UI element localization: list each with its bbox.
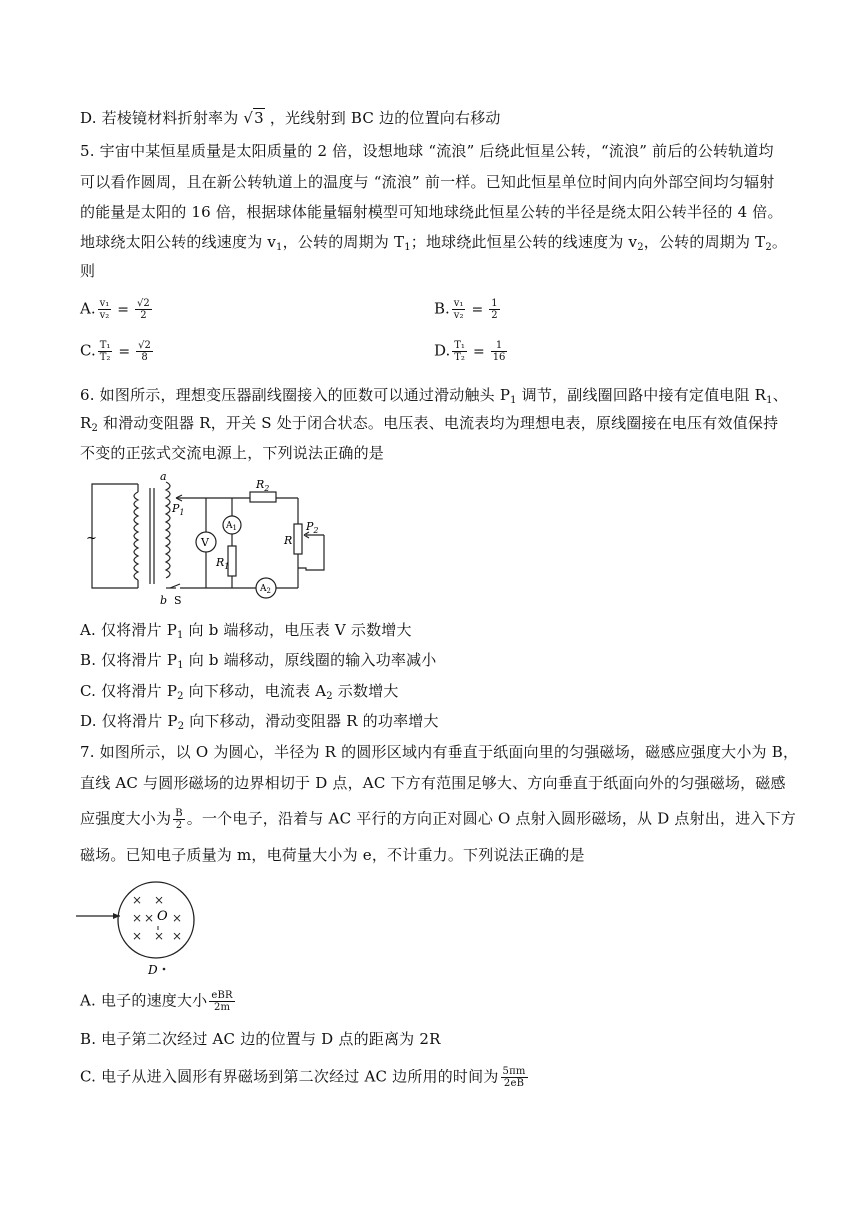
circular-magnetic-field-diagram — [74, 878, 224, 978]
q6-option-c[interactable]: C. 仅将滑片 $P_2$ 向下移动，电流表 $A_2$ 示数增大 — [80, 682, 399, 702]
svg-text:O: O — [157, 909, 168, 924]
q6-option-d[interactable]: D. 仅将滑片 $P_2$ 向下移动，滑动变阻器 R 的功率增大 — [80, 712, 439, 732]
svg-text:×: × — [154, 929, 165, 943]
svg-text:R1: $R_1$ — [216, 556, 230, 571]
svg-text:A2: $A_2$ — [260, 584, 271, 595]
svg-text:R2: $R_2$ — [256, 478, 270, 493]
q7-option-b[interactable]: B. 电子第二次经过 AC 边的位置与 D 点的距离为 2R — [80, 1030, 441, 1048]
q5-line-1: 5. 宇宙中某恒星质量是太阳质量的 2 倍，设想地球 “流浪” 后绕此恒星公转，“流浪” 前后的公转轨道均 — [80, 142, 774, 160]
q6-line-1: 6. 如图所示，理想变压器副线圈接入的匝数可以通过滑动触头 $P_1$ 调节，副线圈回路中接有定值电阻 $R_1$、 — [80, 386, 788, 406]
q7-line-2: 直线 AC 与圆形磁场的边界相切于 D 点，AC 下方有范围足够大、方向垂直于纸面向外的匀强磁场，磁感 — [80, 774, 786, 792]
q7-line-4: 磁场。已知电子质量为 m，电荷量大小为 e，不计重力。下列说法正确的是 — [80, 846, 585, 864]
svg-text:P2: $P_2$ — [306, 520, 319, 535]
svg-text:A1: $A_1$ — [226, 521, 237, 532]
svg-text:×: × — [172, 929, 183, 943]
q6-option-b[interactable]: B. 仅将滑片 $P_1$ 向 b 端移动，原线圈的输入功率减小 — [80, 651, 437, 671]
q7-line-1: 7. 如图所示，以 O 为圆心，半径为 R 的圆形区域内有垂直于纸面向里的匀强磁场，磁感应强度大小为 B， — [80, 743, 799, 761]
svg-text:b: b — [160, 594, 168, 607]
q5-line-4: 地球绕太阳公转的线速度为 $v_1$，公转的周期为 $T_1$；地球绕此恒星公转的线速度为 $v_2$，公转的周期为 $T_2$。 — [80, 233, 788, 253]
sqrt-three: √3 — [243, 109, 264, 127]
transformer-circuit-diagram — [80, 470, 340, 610]
svg-text:S: S — [174, 594, 182, 607]
svg-text:×: × — [132, 929, 143, 943]
svg-text:D: D — [148, 963, 158, 977]
svg-text:R: R — [284, 534, 293, 547]
q5-line-3: 的能量是太阳的 16 倍，根据球体能量辐射模型可知地球绕此恒星公转的半径是绕太阳公转半径的 4 倍。 — [80, 203, 783, 221]
q5-option-a[interactable]: A. $\frac{\text{v₁}}{\text{v₂}}$ = $\frac{√2}{2}$ — [80, 298, 150, 321]
q6-line-3: 不变的正弦式交流电源上，下列说法正确的是 — [80, 444, 385, 462]
svg-text:×: × — [144, 911, 155, 925]
q4-option-d-text: D. 若棱镜材料折射率为 — [80, 109, 239, 127]
svg-text:P1: $P_1$ — [172, 502, 185, 517]
q6-line-2: $R_2$ 和滑动变阻器 R，开关 S 处于闭合状态。电压表、电流表均为理想电表，原线圈接在电压有效值保持 — [80, 414, 779, 434]
q4-option-d — [80, 108, 501, 128]
q4-option-d-suffix: ，光线射到 BC 边的位置向右移动 — [269, 109, 501, 127]
svg-text:a: a — [160, 470, 167, 483]
svg-text:×: × — [132, 893, 143, 907]
q6-option-a[interactable]: A. 仅将滑片 $P_1$ 向 b 端移动，电压表 V 示数增大 — [80, 621, 412, 641]
q5-line-5: 则 — [80, 262, 96, 280]
svg-text:×: × — [172, 911, 183, 925]
q5-option-d[interactable]: D. $\frac{\text{T₁}}{\text{T₂}}$ = $\frac{1}{16}$ — [434, 340, 506, 363]
q7-option-c[interactable]: C. 电子从进入圆形有界磁场到第二次经过 AC 边所用的时间为 $\frac{5\pi m}{2eB}$ — [80, 1066, 526, 1089]
q7-line-3: 应强度大小为 $\frac{B}{2}$ 。一个电子，沿着与 AC 平行的方向正对圆心 O 点射入圆形磁场，从 D 点射出，进入下方 — [80, 808, 797, 831]
svg-text:V: V — [201, 536, 209, 549]
q5-option-b[interactable]: B. $\frac{\text{v₁}}{\text{v₂}}$ = $\frac{1}{2}$ — [434, 298, 498, 321]
q5-line-2: 可以看作圆周，且在新公转轨道上的温度与 “流浪” 前一样。已知此恒星单位时间内向外部空间均匀辐射 — [80, 173, 775, 191]
q7-option-a[interactable]: A. 电子的速度大小 $\frac{\text{eBR}}{2m}$ — [80, 990, 233, 1013]
ac-source-icon: ~ — [86, 531, 97, 546]
q5-option-c[interactable]: C. $\frac{\text{T₁}}{\text{T₂}}$ = $\frac{√2}{8}$ — [80, 340, 151, 363]
svg-text:×: × — [132, 911, 143, 925]
svg-text:×: × — [154, 893, 165, 907]
